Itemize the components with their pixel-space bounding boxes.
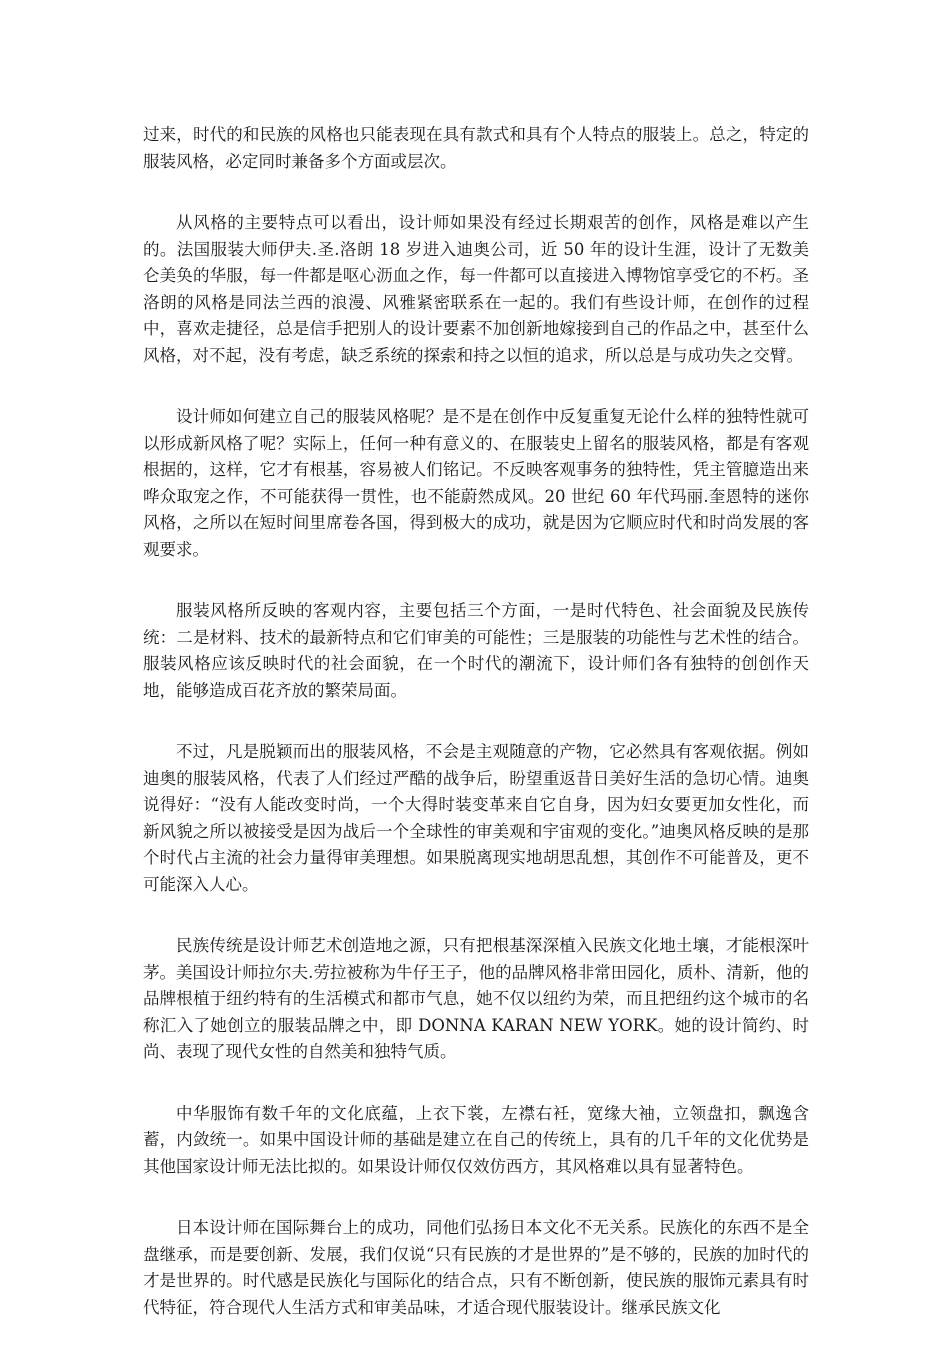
paragraph-style-development: 从风格的主要特点可以看出，设计师如果没有经过长期艰苦的创作，风格是难以产生的。法国服装大师伊夫.圣.洛朗 18 岁进入迪奥公司，近 50 年的设计生涯，设计了无数美仑美奂的华服，每一件都是呕心沥血之作，每一件都可以直接进入博物馆享受它的不朽。圣洛朗的风格是同法兰西的浪漫、风雅紧密联系在一起的。我们有些设计师，在创作的过程中，喜欢走捷径，总是信手把别人的设计要素不加创新地嫁接到自己的作品之中，甚至什么风格，对不起，没有考虑，缺乏系统的探索和持之以恒的追求，所以总是与成功失之交臂。 bbox=[143, 213, 809, 365]
paragraph-national-tradition: 民族传统是设计师艺术创造地之源，只有把根基深深植入民族文化地土壤，才能根深叶茅。美国设计师拉尔夫.劳拉被称为牛仔王子，他的品牌风格非常田园化，质朴、清新，他的品牌根植于纽约特有的生活模式和都市气息，她不仅以纽约为荣，而且把纽约这个城市的名称汇入了她创立的服装品牌之中，即 DONNA KARAN NEW YORK。她的设计简约、时尚、表现了现代女性的自然美和独特气质。 bbox=[143, 936, 809, 1061]
document-body bbox=[143, 122, 809, 1356]
paragraph-japanese-designers: 日本设计师在国际舞台上的成功，同他们弘扬日本文化不无关系。民族化的东西不是全盘继承，而是要创新、发展，我们仅说“只有民族的才是世界的”是不够的，民族的加时代的才是世界的。时代感是民族化与国际化的结合点，只有不断创新，使民族的服饰元素具有时代特征，符合现代人生活方式和审美品味，才适合现代服装设计。继承民族文化 bbox=[143, 1218, 809, 1317]
paragraph-continuation: 过来，时代的和民族的风格也只能表现在具有款式和具有个人特点的服装上。总之，特定的服装风格，必定同时兼备多个方面或层次。 bbox=[143, 125, 809, 171]
paragraph-building-style: 设计师如何建立自己的服装风格呢？是不是在创作中反复重复无论什么样的独特性就可以形成新风格了呢？实际上，任何一种有意义的、在服装史上留名的服装风格，都是有客观根据的，这样，它才有根基，容易被人们铭记。不反映客观事务的独特性，凭主管臆造出来哗众取宠之作，不可能获得一贯性，也不能蔚然成风。20 世纪 60 年代玛丽.奎恩特的迷你风格，之所以在短时间里席卷各国，得到极大的成功，就是因为它顺应时代和时尚发展的客观要求。 bbox=[143, 407, 809, 559]
paragraph-dior-style: 不过，凡是脱颖而出的服装风格，不会是主观随意的产物，它必然具有客观依据。例如迪奥的服装风格，代表了人们经过严酷的战争后，盼望重返昔日美好生活的急切心情。迪奥说得好：“没有人能改变时尚，一个大得时装变革来自它自身，因为妇女要更加女性化，而新风貌之所以被接受是因为战后一个全球性的审美观和宇宙观的变化。”迪奥风格反映的是那个时代占主流的社会力量得审美理想。如果脱离现实地胡思乱想，其创作不可能普及，更不可能深入人心。 bbox=[143, 742, 809, 894]
paragraph-objective-content: 服装风格所反映的客观内容，主要包括三个方面，一是时代特色、社会面貌及民族传统：二是材料、技术的最新特点和它们审美的可能性；三是服装的功能性与艺术性的结合。服装风格应该反映时代的社会面貌，在一个时代的潮流下，设计师们各有独特的创创作天地，能够造成百花齐放的繁荣局面。 bbox=[143, 601, 809, 700]
paragraph-chinese-costume: 中华服饰有数千年的文化底蕴，上衣下裳，左襟右衽，宽缘大袖，立领盘扣，飘逸含蓄，内敛统一。如果中国设计师的基础是建立在自己的传统上，具有的几千年的文化优势是其他国家设计师无法比拟的。如果设计师仅仅效仿西方，其风格难以具有显著特色。 bbox=[143, 1103, 809, 1176]
